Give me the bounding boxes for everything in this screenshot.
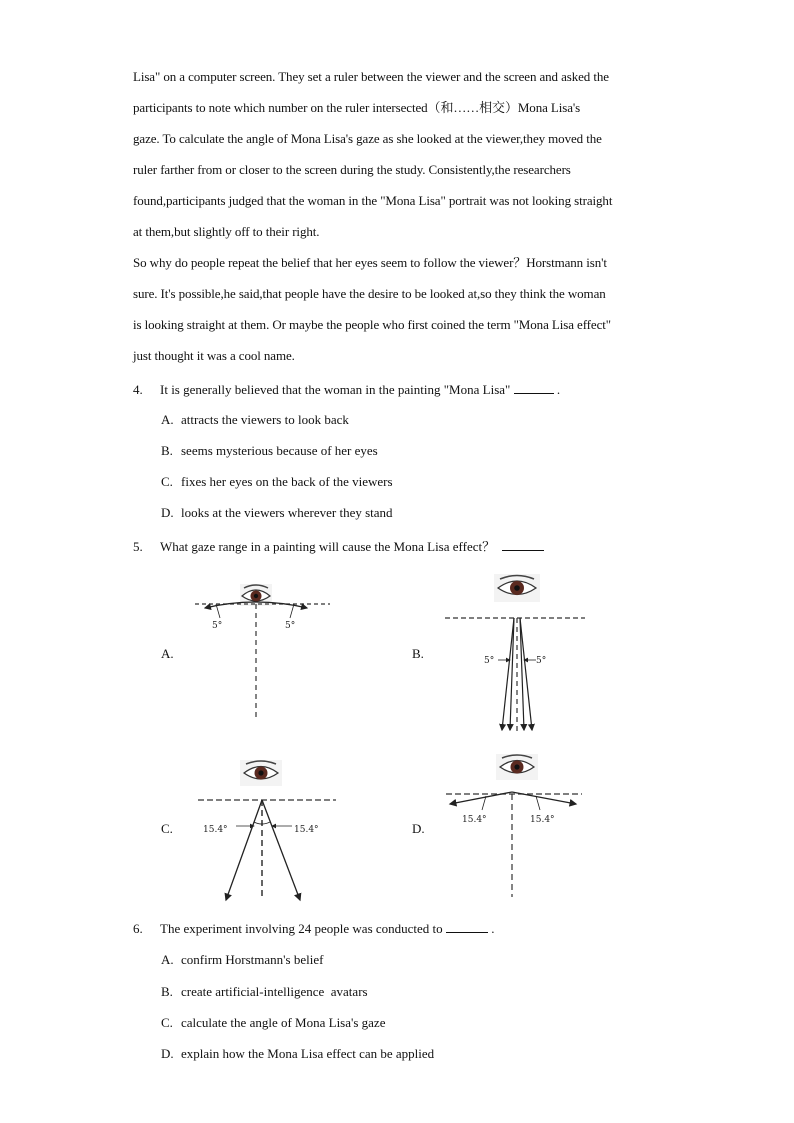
- angle-label: 15.4°: [203, 825, 228, 835]
- answer-blank[interactable]: [514, 381, 554, 394]
- question-number: 4.: [133, 382, 143, 397]
- angle-label: 5°: [484, 656, 495, 666]
- question-stem: It is generally believed that the woman in the painting "Mona Lisa": [160, 382, 511, 397]
- option-text: fixes her eyes on the back of the viewers: [181, 474, 393, 489]
- option-letter: C.: [161, 1015, 173, 1030]
- diagram-d-label[interactable]: D.: [412, 821, 425, 836]
- option-text: create artificial-intelligence avatars: [181, 984, 368, 999]
- diagram-c-label[interactable]: C.: [161, 821, 173, 836]
- passage-line: sure. It's possible,he said,that people have the desire to be looked at,so they think the woman: [133, 286, 606, 301]
- option-letter: C.: [161, 474, 173, 489]
- option-d[interactable]: [161, 1046, 434, 1062]
- option-c[interactable]: [161, 474, 393, 490]
- question-number: 5.: [133, 539, 143, 554]
- option-a[interactable]: [161, 412, 349, 428]
- option-text: looks at the viewers wherever they stand: [181, 505, 393, 520]
- question-5: [133, 536, 544, 555]
- question-4: [133, 381, 560, 398]
- option-letter: B.: [161, 443, 173, 458]
- passage-line: ruler farther from or closer to the screen during the study. Consistently,the researchers: [133, 162, 571, 177]
- option-letter: A.: [161, 412, 174, 427]
- angle-label: 5°: [212, 621, 223, 631]
- angle-label: 5°: [285, 621, 296, 631]
- angle-label: 15.4°: [462, 815, 487, 825]
- option-a[interactable]: [161, 952, 323, 968]
- diagram-a-label[interactable]: A.: [161, 646, 174, 661]
- option-letter: B.: [161, 984, 173, 999]
- passage-line: Lisa" on a computer screen. They set a ruler between the viewer and the screen and asked the: [133, 69, 609, 84]
- question-number: 6.: [133, 921, 143, 936]
- passage-line: at them,but slightly off to their right.: [133, 224, 320, 239]
- option-text: calculate the angle of Mona Lisa's gaze: [181, 1015, 386, 1030]
- option-text: confirm Horstmann's belief: [181, 952, 324, 967]
- option-letter: D.: [161, 505, 174, 520]
- answer-blank[interactable]: [446, 920, 488, 933]
- diagram-c: [196, 758, 346, 908]
- diagram-d: [442, 752, 592, 902]
- option-text: attracts the viewers to look back: [181, 412, 349, 427]
- option-b[interactable]: [161, 443, 378, 459]
- option-letter: A.: [161, 952, 174, 967]
- passage-line: is looking straight at them. Or maybe the people who first coined the term "Mona Lisa effect": [133, 317, 611, 332]
- passage-line: So why do people repeat the belief that her eyes seem to follow the viewer？Horstmann isn't: [133, 255, 607, 270]
- option-text: seems mysterious because of her eyes: [181, 443, 378, 458]
- eye-icon: [496, 754, 538, 780]
- diagram-b-label[interactable]: B.: [412, 646, 424, 661]
- question-tail: .: [556, 382, 561, 397]
- eye-icon: [494, 574, 540, 602]
- passage-line: found,participants judged that the woman in the "Mona Lisa" portrait was not looking straight: [133, 193, 613, 208]
- diagram-b: [440, 572, 590, 742]
- option-d[interactable]: [161, 505, 393, 521]
- eye-icon: [240, 760, 282, 786]
- question-6: [133, 920, 494, 937]
- passage-line: participants to note which number on the ruler intersected（和……相交）Mona Lisa's: [133, 100, 581, 115]
- angle-label: 15.4°: [294, 825, 319, 835]
- option-text: explain how the Mona Lisa effect can be applied: [181, 1046, 435, 1061]
- question-tail: .: [491, 921, 495, 936]
- option-c[interactable]: [161, 1015, 385, 1031]
- passage-line: just thought it was a cool name.: [133, 348, 295, 363]
- option-b[interactable]: [161, 984, 368, 1000]
- option-letter: D.: [161, 1046, 174, 1061]
- angle-label: 5°: [536, 656, 547, 666]
- passage-line: gaze. To calculate the angle of Mona Lisa's gaze as she looked at the viewer,they moved the: [133, 131, 602, 146]
- angle-label: 15.4°: [530, 815, 555, 825]
- passage: [133, 61, 668, 371]
- diagram-a: [190, 580, 340, 730]
- question-stem: The experiment involving 24 people was conducted to: [160, 921, 443, 936]
- question-stem: What gaze range in a painting will cause the Mona Lisa effect？: [160, 539, 496, 554]
- answer-blank[interactable]: [502, 538, 544, 551]
